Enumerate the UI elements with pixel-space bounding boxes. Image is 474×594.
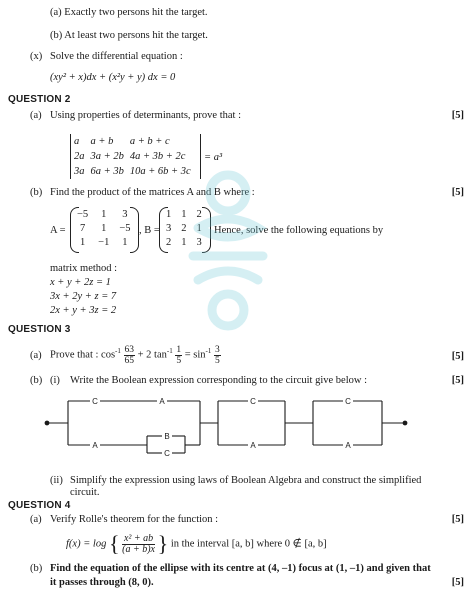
frac-den: 5 — [215, 355, 220, 366]
det-cell: a — [74, 136, 80, 147]
matrix-cell: 1 — [196, 223, 202, 234]
q4-b-label: (b) — [30, 563, 43, 574]
q3-b-label: (b) — [30, 375, 43, 386]
q3-b-marks: [5] — [451, 375, 464, 386]
det-cell: 3a — [74, 166, 85, 177]
switch-a4: A — [345, 441, 351, 450]
circuit-terminal-left — [45, 421, 50, 426]
fx-label: f(x) = log — [66, 538, 107, 550]
q3-b-i-text: Write the Boolean expression corresponding to the circuit give below : — [70, 375, 367, 386]
interval-text: in the interval [a, b] where 0 ∉ [a, b] — [170, 538, 327, 550]
switching-circuit-diagram — [0, 390, 474, 468]
det-cell: 6a + 3b — [90, 166, 124, 177]
right-brace: } — [157, 531, 169, 556]
q3-a-inv-1: -1 — [115, 347, 121, 355]
q4-b-text-1: Find the equation of the ellipse with its centre at (4, –1) focus at (1, –1) and given that — [50, 563, 431, 574]
switch-a3: A — [250, 441, 256, 450]
det-result: = a³ — [204, 152, 223, 163]
matrix-cell: −5 — [77, 209, 89, 220]
q1-x-label: (x) — [30, 51, 43, 62]
switch-c4: C — [345, 397, 351, 406]
det-cell: 10a + 6b + 3c — [129, 166, 191, 177]
matrix-cell: 2 — [181, 223, 187, 234]
q3-a-marks: [5] — [451, 351, 464, 362]
matrix-b-label: , B = — [139, 225, 160, 236]
matrix-cell: 2 — [166, 237, 172, 248]
equation-1: x + y + 2z = 1 — [50, 277, 111, 288]
fx-den: (a + b)x — [122, 543, 155, 555]
matrix-cell: 1 — [181, 209, 187, 220]
equation-2: 3x + 2y + z = 7 — [50, 291, 117, 302]
matrix-cell: 1 — [79, 237, 86, 248]
q3-a-eq: = sin — [184, 349, 206, 361]
aglasem-watermark-logo — [168, 168, 283, 333]
fx-num: x² + ab — [123, 532, 154, 544]
after-matrix-text: Hence, solve the following equations by — [214, 225, 384, 236]
matrix-cell: 1 — [166, 209, 172, 220]
q1-item-a: (a) Exactly two persons hit the target. — [50, 7, 208, 18]
q3-a-equation — [50, 341, 221, 366]
q3-a-inv-2: -1 — [166, 347, 173, 355]
matrix-cell: 1 — [101, 223, 107, 234]
q3-b-ii-label: (ii) — [50, 475, 63, 486]
q3-a-inv-3: -1 — [205, 347, 212, 355]
left-brace: { — [108, 531, 120, 556]
fraction-63-65 — [124, 345, 136, 366]
matrix-cell: 3 — [196, 237, 202, 248]
circuit-terminal-right — [403, 421, 408, 426]
q4-b-text-2: it passes through (8, 0). — [50, 577, 154, 588]
matrix-cell: 3 — [166, 223, 172, 234]
q3-a-cos: cos — [101, 349, 116, 361]
switch-c3: C — [250, 397, 256, 406]
frac-num: 3 — [215, 344, 220, 355]
matrix-a-right-paren — [130, 207, 139, 253]
q4-b-marks: [5] — [451, 577, 464, 588]
frac-den: 65 — [124, 355, 135, 366]
switch-a2: A — [92, 441, 98, 450]
matrix-cell: 1 — [181, 237, 187, 248]
q3-b-ii-text-2: circuit. — [70, 487, 100, 498]
q3-a-prefix: Prove that : — [50, 349, 99, 361]
fx-fraction — [122, 534, 155, 555]
matrix-cell: 1 — [122, 237, 128, 248]
q4-heading: QUESTION 4 — [8, 500, 71, 511]
fraction-3-5 — [214, 345, 221, 366]
switch-b1: B — [164, 432, 170, 441]
q3-a-plus: + 2 tan — [137, 349, 167, 361]
q4-a-function — [66, 530, 327, 558]
frac-num: 1 — [176, 344, 182, 355]
q2-a-label: (a) — [30, 110, 42, 121]
matrix-cell: −5 — [119, 223, 131, 234]
det-cell: a + b — [90, 136, 114, 147]
matrix-cell: 1 — [101, 209, 107, 220]
q4-a-label: (a) — [30, 514, 42, 525]
switch-c2: C — [164, 449, 170, 458]
q2-b-text: Find the product of the matrices A and B where : — [50, 187, 255, 198]
q1-x-text: Solve the differential equation : — [50, 51, 183, 62]
frac-num: 63 — [124, 344, 135, 355]
switch-a1: A — [159, 397, 165, 406]
det-cell: 2a — [74, 151, 85, 162]
matrix-cell: 7 — [79, 223, 86, 234]
q1-x-equation: (xy² + x)dx + (x²y + y) dx = 0 — [50, 72, 176, 83]
matrix-a-label: A = — [50, 225, 66, 236]
equation-3: 2x + y + 3z = 2 — [50, 305, 117, 316]
q4-a-marks: [5] — [451, 514, 464, 525]
matrix-cell: 3 — [122, 209, 128, 220]
switch-c1: C — [92, 397, 98, 406]
q2-heading: QUESTION 2 — [8, 94, 71, 105]
det-cell: 3a + 2b — [90, 151, 124, 162]
q2-a-text: Using properties of determinants, prove that : — [50, 110, 241, 121]
matrix-a — [72, 208, 136, 250]
fraction-1-5 — [175, 345, 182, 366]
det-cell: a + b + c — [129, 136, 170, 147]
matrix-cell: −1 — [98, 237, 110, 248]
q2-b-marks: [5] — [451, 187, 464, 198]
q3-heading: QUESTION 3 — [8, 324, 71, 335]
q1-item-b: (b) At least two persons hit the target. — [50, 30, 208, 41]
q3-b-ii-text-1: Simplify the expression using laws of Boolean Algebra and construct the simplified — [70, 475, 422, 486]
q3-b-i-label: (i) — [50, 375, 60, 386]
matrix-method-text: matrix method : — [50, 263, 118, 274]
q4-a-text: Verify Rolle's theorem for the function : — [50, 514, 219, 525]
q2-a-marks: [5] — [451, 110, 464, 121]
frac-den: 5 — [176, 355, 182, 366]
q2-b-label: (b) — [30, 187, 43, 198]
matrix-cell: 2 — [196, 209, 202, 220]
det-cell: 4a + 3b + 2c — [129, 151, 186, 162]
q3-a-label: (a) — [30, 350, 42, 361]
